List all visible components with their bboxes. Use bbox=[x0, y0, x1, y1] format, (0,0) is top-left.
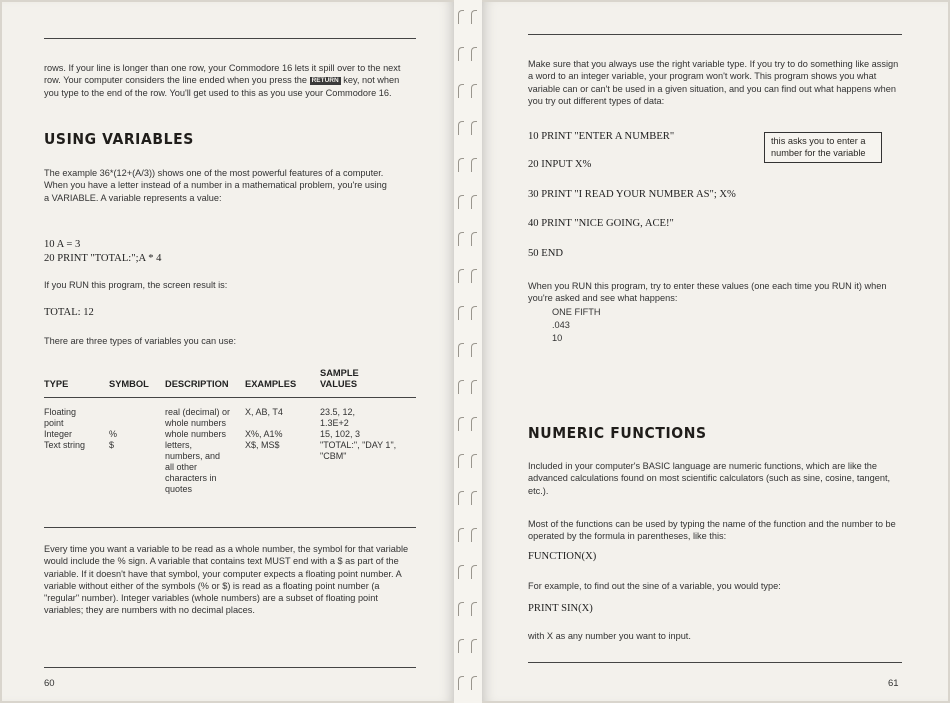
cell-type: Floating point bbox=[44, 407, 77, 428]
right-page bbox=[482, 2, 948, 701]
types-paragraph: There are three types of variables you can use: bbox=[44, 336, 237, 346]
header-sample-values bbox=[320, 368, 416, 390]
binding-ring bbox=[471, 676, 477, 690]
variables-paragraph: The example 36*(12+(A/3)) shows one of the most powerful features of a computer. When you have a letter instead of a number in a mathematical problem, you're using a VARIABLE. A variable represents a value: bbox=[44, 168, 387, 203]
cell-symbol: % bbox=[109, 429, 118, 439]
binding-ring bbox=[458, 195, 464, 209]
cell-examples: X, AB, T4 bbox=[245, 407, 283, 417]
binding-ring bbox=[458, 269, 464, 283]
return-key: RETURN bbox=[311, 77, 339, 85]
header-values: VALUES bbox=[320, 379, 358, 389]
binding-ring bbox=[458, 602, 464, 616]
page-number: 61 bbox=[888, 678, 899, 689]
header-type: TYPE bbox=[44, 379, 69, 389]
cell-description: real (decimal) or whole numbers bbox=[165, 407, 231, 428]
intro-paragraph bbox=[44, 62, 416, 99]
code-line: 10 PRINT "ENTER A NUMBER" bbox=[528, 131, 675, 142]
code-sin: PRINT SIN(X) bbox=[528, 603, 593, 614]
header-description: DESCRIPTION bbox=[165, 379, 229, 389]
table-row bbox=[44, 429, 416, 440]
section-heading: USING VARIABLES bbox=[44, 130, 194, 148]
code-line: 30 PRINT "I READ YOUR NUMBER AS"; X% bbox=[528, 189, 736, 200]
variable-symbol-paragraph: Every time you want a variable to be read as a whole number, the symbol for that variable would include the % sign. A variable that contains text MUST end with a $ as part of the variable. If it doesn't have that symbol, your computer expects a floating point number. A variable without either of the symbols (% or $) is read as a floating point number (a "regular" number). Integer variables (whole numbers) are a subset of floating point variables; they are numbers with no decimal places. bbox=[44, 544, 409, 616]
screen-result: TOTAL: 12 bbox=[44, 307, 94, 318]
cell-values: 15, 102, 3 bbox=[320, 429, 361, 439]
binding-ring bbox=[471, 232, 477, 246]
test-value: 10 bbox=[552, 333, 563, 343]
top-rule bbox=[528, 34, 902, 35]
table-header-row bbox=[44, 368, 416, 390]
binding-ring bbox=[471, 639, 477, 653]
variable-type-paragraph: Make sure that you always use the right variable type. If you try to do something like assign a word to an integer variable, your program won't work. This program shows you what variable can or can't be used in a given situation, and you can find out what happens when you try out different types of data: bbox=[528, 59, 899, 106]
section-heading: NUMERIC FUNCTIONS bbox=[528, 424, 707, 442]
header-examples: EXAMPLES bbox=[245, 379, 297, 389]
header-symbol: SYMBOL bbox=[109, 379, 149, 389]
binding-ring bbox=[458, 232, 464, 246]
run-paragraph: If you RUN this program, the screen result is: bbox=[44, 280, 228, 290]
binding-ring bbox=[458, 10, 464, 24]
variable-types-table bbox=[44, 368, 416, 495]
binding-ring bbox=[458, 565, 464, 579]
top-rule bbox=[44, 38, 416, 39]
binding-ring bbox=[471, 306, 477, 320]
binding-ring bbox=[458, 47, 464, 61]
bottom-rule bbox=[528, 662, 902, 663]
binding-ring bbox=[458, 343, 464, 357]
binding-gutter bbox=[454, 0, 482, 703]
intro-text-end: key, not when you type to the end of the row. You'll get used to this as you use your Commodore 16. bbox=[44, 75, 400, 98]
cell-values: 23.5, 12, 1.3E+2 bbox=[320, 407, 356, 428]
cell-symbol bbox=[109, 407, 165, 429]
binding-ring bbox=[471, 491, 477, 505]
cell-description: whole numbers bbox=[165, 429, 227, 439]
functions-paragraph: Included in your computer's BASIC language are numeric functions, which are like the advanced calculations found on most scientific calculators (such as sine, cosine, tangent, etc.). bbox=[528, 461, 891, 496]
binding-ring bbox=[458, 639, 464, 653]
binding-ring bbox=[458, 528, 464, 542]
code-line: 20 INPUT X% bbox=[528, 159, 592, 170]
cell-type: Integer bbox=[44, 429, 73, 439]
code-callout: this asks you to enter a number for the variable bbox=[764, 132, 882, 163]
cell-examples: X%, A1% bbox=[245, 429, 283, 439]
code-line: 40 PRINT "NICE GOING, ACE!" bbox=[528, 218, 674, 229]
binding-ring bbox=[458, 84, 464, 98]
table-bottom-rule bbox=[44, 527, 416, 528]
test-value: ONE FIFTH bbox=[552, 307, 601, 317]
table-row bbox=[44, 407, 416, 429]
code-line: 50 END bbox=[528, 248, 564, 259]
example-paragraph: For example, to find out the sine of a variable, you would type: bbox=[528, 581, 781, 591]
binding-ring bbox=[471, 454, 477, 468]
binding-ring bbox=[471, 10, 477, 24]
cell-values: "TOTAL:", "DAY 1", "CBM" bbox=[320, 440, 397, 461]
binding-ring bbox=[471, 602, 477, 616]
code-line: 10 A = 3 bbox=[44, 239, 81, 250]
binding-ring bbox=[471, 528, 477, 542]
binding-ring bbox=[471, 47, 477, 61]
header-sample: SAMPLE bbox=[320, 368, 359, 378]
cell-type: Text string bbox=[44, 440, 86, 450]
binding-ring bbox=[458, 417, 464, 431]
binding-ring bbox=[471, 269, 477, 283]
page-number: 60 bbox=[44, 678, 55, 689]
binding-ring bbox=[458, 306, 464, 320]
run-paragraph: When you RUN this program, try to enter these values (one each time you RUN it) when you're asked and see what happens: bbox=[528, 281, 887, 304]
binding-ring bbox=[471, 195, 477, 209]
code-function: FUNCTION(X) bbox=[528, 551, 597, 562]
left-page bbox=[2, 2, 454, 701]
binding-ring bbox=[458, 454, 464, 468]
table-row bbox=[44, 440, 416, 495]
binding-ring bbox=[458, 121, 464, 135]
binding-ring bbox=[471, 417, 477, 431]
binding-ring bbox=[458, 380, 464, 394]
binding-ring bbox=[458, 158, 464, 172]
binding-ring bbox=[471, 380, 477, 394]
binding-ring bbox=[458, 676, 464, 690]
binding-ring bbox=[471, 158, 477, 172]
binding-ring bbox=[471, 565, 477, 579]
cell-description: letters, numbers, and all other characters in quotes bbox=[165, 440, 221, 494]
cell-examples: X$, MS$ bbox=[245, 440, 280, 450]
binding-ring bbox=[471, 84, 477, 98]
binding-ring bbox=[471, 121, 477, 135]
code-line: 20 PRINT "TOTAL:";A * 4 bbox=[44, 253, 162, 264]
cell-symbol: $ bbox=[109, 440, 115, 450]
input-paragraph: with X as any number you want to input. bbox=[528, 631, 691, 641]
intro-text: rows. If your line is longer than one row, your Commodore 16 lets it spill over to the next row. Your computer considers the line ended when you press the bbox=[44, 63, 401, 86]
binding-ring bbox=[458, 491, 464, 505]
usage-paragraph: Most of the functions can be used by typing the name of the function and the number to be operated by the formula in parentheses, like this: bbox=[528, 519, 896, 542]
binding-ring bbox=[471, 343, 477, 357]
bottom-rule bbox=[44, 667, 416, 668]
test-value: .043 bbox=[552, 320, 570, 330]
